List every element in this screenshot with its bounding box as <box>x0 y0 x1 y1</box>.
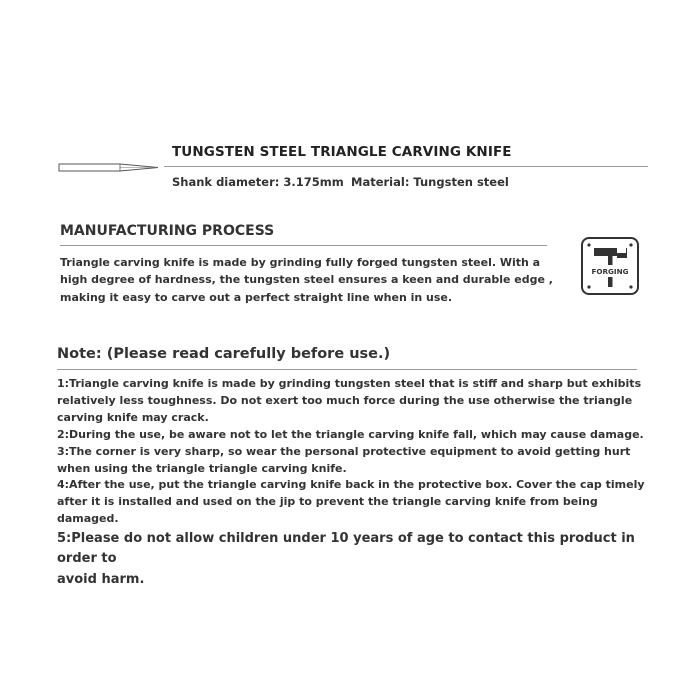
note-line: 1:Triangle carving knife is made by grinding tungsten steel that is stiff and sharp but exhibits <box>57 377 642 390</box>
shank-diameter: Shank diameter: 3.175mm <box>172 175 344 189</box>
process-line: Triangle carving knife is made by grinding fully forged tungsten steel. With a <box>60 256 541 269</box>
note-line: 3:The corner is very sharp, so wear the personal protective equipment to avoid getting hurt <box>57 444 631 458</box>
process-description <box>60 254 560 306</box>
note-heading: Note: (Please read carefully before use.) <box>57 346 391 362</box>
note-line: 5:Please do not allow children under 10 years of age to contact this product in order to <box>57 531 635 567</box>
note-line: 2:During the use, be aware not to let the triangle carving knife fall, which may cause damage. <box>57 427 644 441</box>
process-divider <box>60 245 547 246</box>
note-line: carving knife may crack. <box>57 410 209 424</box>
note-divider <box>57 369 637 370</box>
product-title: TUNGSTEN STEEL TRIANGLE CARVING KNIFE <box>172 144 512 160</box>
carving-knife-illustration <box>58 158 162 178</box>
note-line: after it is installed and used on the jip to prevent the triangle carving knife from being damaged. <box>57 495 598 526</box>
note-line: avoid harm. <box>57 572 145 588</box>
material-spec: Material: Tungsten steel <box>351 175 509 189</box>
note-line: relatively less toughness. Do not exert too much force during the use otherwise the triangle <box>57 393 633 407</box>
note-line: when using the triangle triangle carving knife. <box>57 461 347 475</box>
title-divider <box>164 166 648 167</box>
forging-badge <box>581 237 639 295</box>
note-list <box>57 376 657 590</box>
badge-label: FORGING <box>591 267 629 276</box>
process-line: making it easy to carve out a perfect straight line when in use. <box>60 290 453 304</box>
hammer-icon <box>581 237 639 295</box>
process-heading: MANUFACTURING PROCESS <box>60 223 275 239</box>
process-line: high degree of hardness, the tungsten steel ensures a keen and durable edge , <box>60 273 553 287</box>
note-line: 4:After the use, put the triangle carving knife back in the protective box. Cover the cap timely <box>57 478 645 492</box>
